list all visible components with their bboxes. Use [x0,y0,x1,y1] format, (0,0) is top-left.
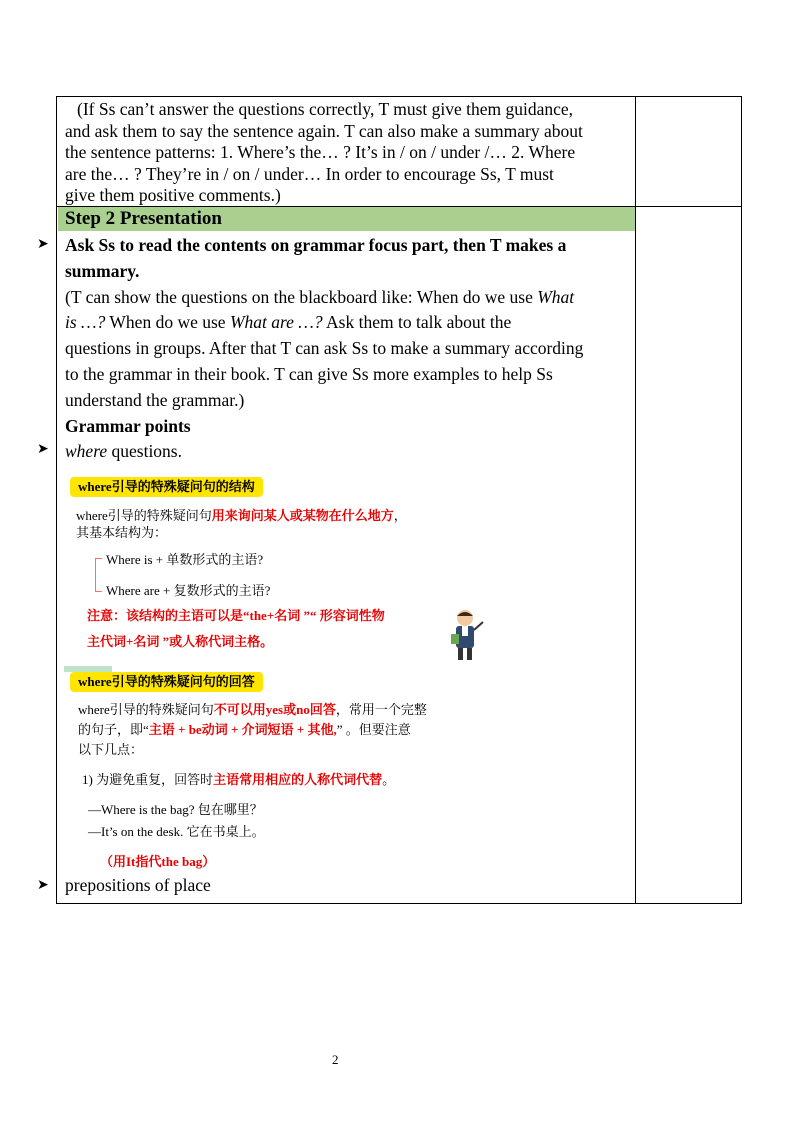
intro-line: (If Ss can’t answer the questions correctly, T must give them guidance, [77,99,574,119]
cn-text: where引导的特殊疑问句 [76,508,212,523]
where-item [65,439,630,465]
arrow-bullet-icon: ➤ [37,237,49,252]
task-text: Ask them to talk about the [322,312,512,333]
page-number: 2 [332,1052,339,1067]
example-note: （用It指代the bag） [100,854,216,869]
task-line-bold: Ask Ss to read the contents on grammar focus part, then T makes a [65,235,567,255]
intro-line: are the… ? They’re in / on / under… In order to encourage Ss, T must [65,163,554,184]
where-rest: questions. [107,441,182,462]
task-italic: What are …? [229,312,323,333]
task-italic: is …? [65,312,106,333]
pattern-2: Where are + 复数形式的主语? [106,583,271,598]
column-divider [635,97,636,903]
cn-text: ” 。但要注意 [336,722,411,737]
arrow-bullet-icon: ➤ [37,442,49,457]
cn-red: 不可以用yes或no回答 [213,702,336,717]
task-line: questions in groups. After that T can ask Ss to make a summary according [65,338,584,359]
prepositions-item: prepositions of place [65,875,211,895]
cn-red: 主语 + be动词 + 介词短语 + 其他, [148,722,337,737]
task-line-bold: summary. [65,260,140,281]
answer-point [82,770,395,790]
task-text: (T can show the questions on the blackboard like: When do we use [65,286,538,307]
answer-line [78,720,411,740]
task-line [65,310,630,336]
intro-line: the sentence patterns: 1. Where’s the… ? It’s in / on / under /… 2. Where [65,142,576,162]
structure-note: 主代词+名词 ”或人称代词主格。 [87,634,274,649]
task-italic: What [537,286,575,307]
task-text: When do we use [105,312,230,333]
arrow-bullet-icon: ➤ [37,878,49,893]
cn-text: where引导的特殊疑问句 [78,702,214,717]
grammar-heading: Grammar points [65,415,191,436]
teacher-icon [447,608,487,663]
intro-line: give them positive comments.) [65,185,281,205]
example-1: —Where is the bag? 包在哪里？ [88,802,263,817]
task-line: to the grammar in their book. T can give Ss more examples to help Ss [65,363,553,384]
answer-line [78,700,427,720]
step-title: Step 2 Presentation [65,208,222,229]
task-line [65,285,630,311]
answer-line: 以下几点： [78,742,144,757]
example-2: —It’s on the desk. 它在书桌上。 [88,824,265,839]
intro-paragraph [65,99,630,207]
where-word: where [65,441,108,462]
cn-text: 1) 为避免重复，回答时 [82,772,214,787]
presentation-body [65,233,630,465]
structure-line: 其基本结构为： [76,525,168,540]
cn-text: 。 [382,772,396,787]
structure-note: 注意：该结构的主语可以是“the+名词 ”“ 形容词性物 [87,608,385,623]
answer-tag: where引导的特殊疑问句的回答 [70,672,263,692]
brace [95,558,102,592]
task-line: understand the grammar.) [65,389,245,410]
cn-red: 用来询问某人或某物在什么地方 [211,508,394,523]
pattern-1: Where is + 单数形式的主语? [106,552,264,567]
cn-text: ， [393,508,407,523]
intro-line: and ask them to say the sentence again. T can also make a summary about [65,120,583,141]
structure-tag: where引导的特殊疑问句的结构 [70,477,263,497]
cn-text: ，常用一个完整 [335,702,427,717]
cn-red: 主语常用相应的人称代词代替 [213,772,383,787]
cn-text: 的句子，即“ [78,722,149,737]
